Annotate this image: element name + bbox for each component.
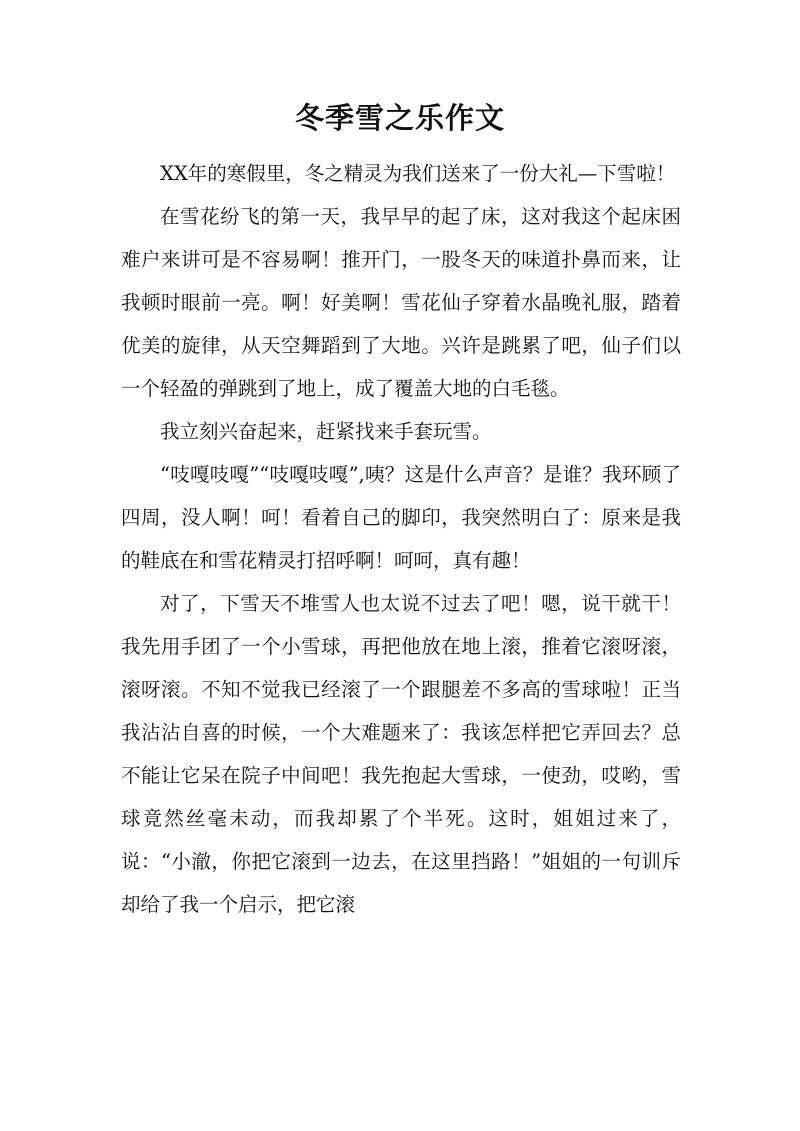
paragraph-2: 在雪花纷飞的第一天，我早早的起了床，这对我这个起床困难户来讲可是不容易啊！推开门，一股冬天的味道扑鼻而来，让我顿时眼前一亮。啊！好美啊！雪花仙子穿着水晶晚礼服，踏着优美的旋律，从天空舞蹈到了大地。兴许是跳累了吧，仙子们以一个轻盈的弹跳到了地上，成了覆盖大地的白毛毯。 — [121, 205, 681, 400]
document-body — [121, 152, 681, 926]
paragraph-4: “吱嘎吱嘎”“吱嘎吱嘎”,咦？这是什么声音？是谁？我环顾了四周，没人啊！呵！看着自己的脚印，我突然明白了：原来是我的鞋底在和雪花精灵打招呼啊！呵呵，真有趣！ — [121, 463, 681, 572]
paragraph-1: XX年的寒假里，冬之精灵为我们送来了一份大礼—下雪啦！ — [160, 162, 676, 185]
paragraph-5: 对了，下雪天不堆雪人也太说不过去了吧！嗯，说干就干！我先用手团了一个小雪球，再把他放在地上滚，推着它滚呀滚，滚呀滚。不知不觉我已经滚了一个跟腿差不多高的雪球啦！正当我沾沾自喜的时候，一个大难题来了：我该怎样把它弄回去？总不能让它呆在院子中间吧！我先抱起大雪球，一使劲，哎哟，雪球竟然丝毫未动，而我却累了个半死。这时，姐姐过来了，说：“小澈，你把它滚到一边去，在这里挡路！”姐姐的一句训斥却给了我一个启示，把它滚 — [121, 592, 681, 916]
paragraph-3: 我立刻兴奋起来，赶紧找来手套玩雪。 — [160, 420, 492, 443]
document-title: 冬季雪之乐作文 — [294, 101, 505, 135]
